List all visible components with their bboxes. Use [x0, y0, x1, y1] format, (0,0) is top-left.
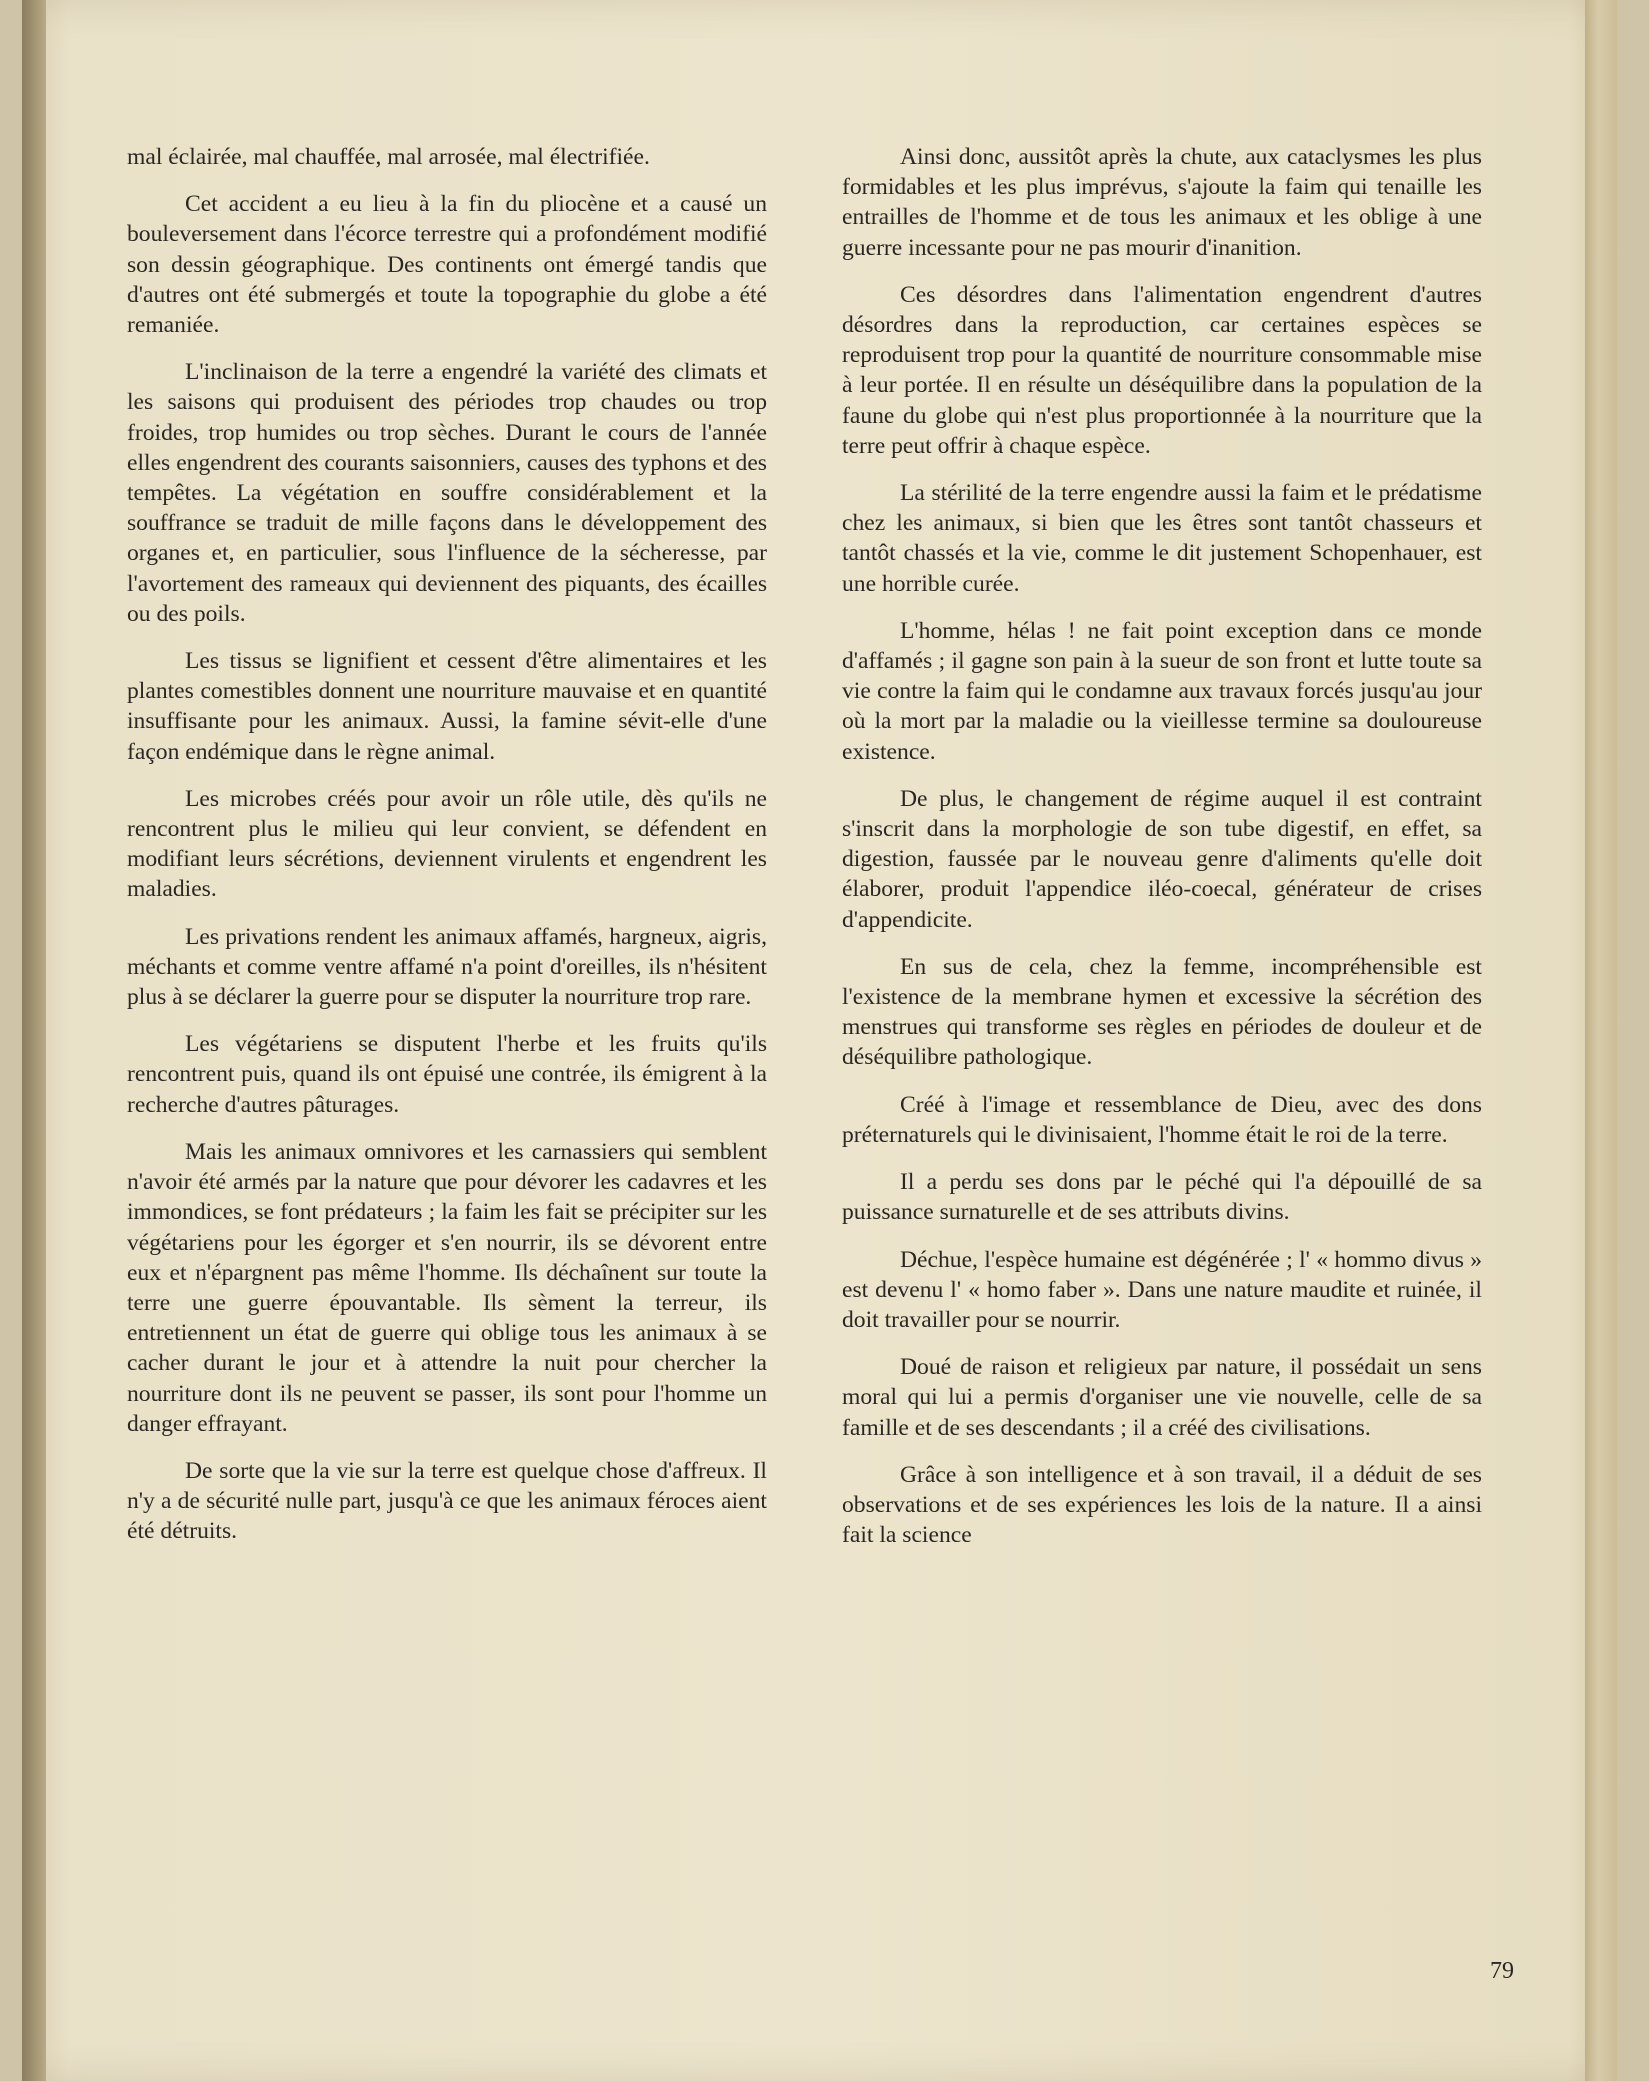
right-text-column: [842, 142, 1482, 1567]
paragraph: Grâce à son intelligence et à son travail, il a déduit de ses observations et de ses expériences les lois de la nature. Il a ainsi fait la science: [842, 1461, 1482, 1549]
paragraph: Les végétariens se disputent l'herbe et les fruits qu'ils rencontrent puis, quand ils ont épuisé une contrée, ils émigrent à la recherche d'autres pâturages.: [127, 1031, 767, 1118]
left-text-column: [127, 142, 767, 1564]
paragraph: Doué de raison et religieux par nature, il possédait un sens moral qui lui a permis d'organiser une vie nouvelle, celle de sa famille et de ses descendants ; il a créé des civilisations.: [842, 1354, 1482, 1441]
paragraph: Les microbes créés pour avoir un rôle utile, dès qu'ils ne rencontrent plus le milieu qui leur convient, se défendent en modifiant leurs sécrétions, deviennent virulents et engendrent les maladies.: [127, 785, 767, 903]
paragraph: Il a perdu ses dons par le péché qui l'a dépouillé de sa puissance surnaturelle et de ses attributs divins.: [842, 1169, 1482, 1226]
paragraph: Déchue, l'espèce humaine est dégénérée ; l' « hommo divus » est devenu l' « homo faber ». Dans une nature maudite et ruinée, il doit travailler pour se nourrir.: [842, 1246, 1482, 1333]
paragraph: mal éclairée, mal chauffée, mal arrosée, mal électrifiée.: [127, 144, 650, 170]
paragraph: La stérilité de la terre engendre aussi la faim et le prédatisme chez les animaux, si bien que les êtres sont tantôt chasseurs et tantôt chassés et la vie, comme le dit justement Schopenhauer, est une horrible curée.: [842, 480, 1482, 597]
paragraph: Créé à l'image et ressemblance de Dieu, avec des dons préternaturels qui le divinisaient, l'homme était le roi de la terre.: [842, 1091, 1482, 1148]
paragraph: Cet accident a eu lieu à la fin du pliocène et a causé un bouleversement dans l'écorce terrestre qui a profondément modifié son dessin géographique. Des continents ont émergé tandis que d'autres ont été submergés et toute la topographie du globe a été remaniée.: [127, 191, 767, 339]
paragraph: En sus de cela, chez la femme, incompréhensible est l'existence de la membrane hymen et excessive la sécrétion des menstrues qui transforme ses règles en périodes de douleur et de déséquilibre pathologique.: [842, 953, 1482, 1071]
paragraph: Les privations rendent les animaux affamés, hargneux, aigris, méchants et comme ventre affamé n'a point d'oreilles, ils n'hésitent plus à se déclarer la guerre pour se disputer la nourriture trop rare.: [127, 923, 767, 1011]
page-edge: [1585, 0, 1617, 2081]
paragraph: Les tissus se lignifient et cessent d'être alimentaires et les plantes comestibles donnent une nourriture mauvaise et en quantité insuffisante pour les animaux. Aussi, la famine sévit-elle d'une façon endémique dans le règne animal.: [127, 648, 767, 765]
page-binding-shadow: [22, 0, 46, 2081]
paragraph: Mais les animaux omnivores et les carnassiers qui semblent n'avoir été armés par la nature que pour dévorer les cadavres et les immondices, se font prédateurs ; la faim les fait se précipiter sur les végétariens pour les égorger et s'en nourrir, ils se dévorent entre eux et n'épargnent pas même l'homme. Ils déchaînent sur toute la terre une guerre épouvantable. Ils sèment la terreur, ils entretiennent un état de guerre qui oblige tous les animaux à se cacher durant le jour et à attendre la nuit pour chercher la nourriture dont ils ne peuvent se passer, ils sont pour l'homme un danger effrayant.: [127, 1138, 767, 1437]
paragraph: L'homme, hélas ! ne fait point exception dans ce monde d'affamés ; il gagne son pain à la sueur de son front et lutte toute sa vie contre la faim qui le condamne aux travaux forcés jusqu'au jour où la mort par la maladie ou la vieillesse termine sa douloureuse existence.: [842, 617, 1482, 765]
paragraph: De sorte que la vie sur la terre est quelque chose d'affreux. Il n'y a de sécurité nulle part, jusqu'à ce que les animaux féroces aient été détruits.: [127, 1457, 767, 1545]
page-number: 79: [1490, 1958, 1514, 1984]
paragraph: L'inclinaison de la terre a engendré la variété des climats et les saisons qui produisent des périodes trop chaudes ou trop froides, trop humides ou trop sèches. Durant le cours de l'année elles engendrent des courants saisonniers, causes des typhons et des tempêtes. La végétation en souffre considérablement et la souffrance se traduit de mille façons dans le développement des organes et, en particulier, sous l'influence de la sécheresse, par l'avortement des rameaux qui deviennent des piquants, des écailles ou des poils.: [127, 359, 767, 627]
paragraph: De plus, le changement de régime auquel il est contraint s'inscrit dans la morphologie de son tube digestif, en effet, sa digestion, faussée par le nouveau genre d'aliments qu'elle doit élaborer, produit l'appendice iléo-coecal, générateur de crises d'appendicite.: [842, 785, 1482, 933]
book-page: [22, 0, 1617, 2081]
paragraph: Ainsi donc, aussitôt après la chute, aux cataclysmes les plus formidables et les plus imprévus, s'ajoute la faim qui tenaille les entrailles de l'homme et de tous les animaux et les oblige à une guerre incessante pour ne pas mourir d'inanition.: [842, 144, 1482, 261]
paragraph: Ces désordres dans l'alimentation engendrent d'autres désordres dans la reproduction, car certaines espèces se reproduisent trop pour la quantité de nourriture consommable mise à leur portée. Il en résulte un déséquilibre dans la population de la faune du globe qui n'est plus proportionnée à la nourriture que la terre peut offrir à chaque espèce.: [842, 281, 1482, 459]
